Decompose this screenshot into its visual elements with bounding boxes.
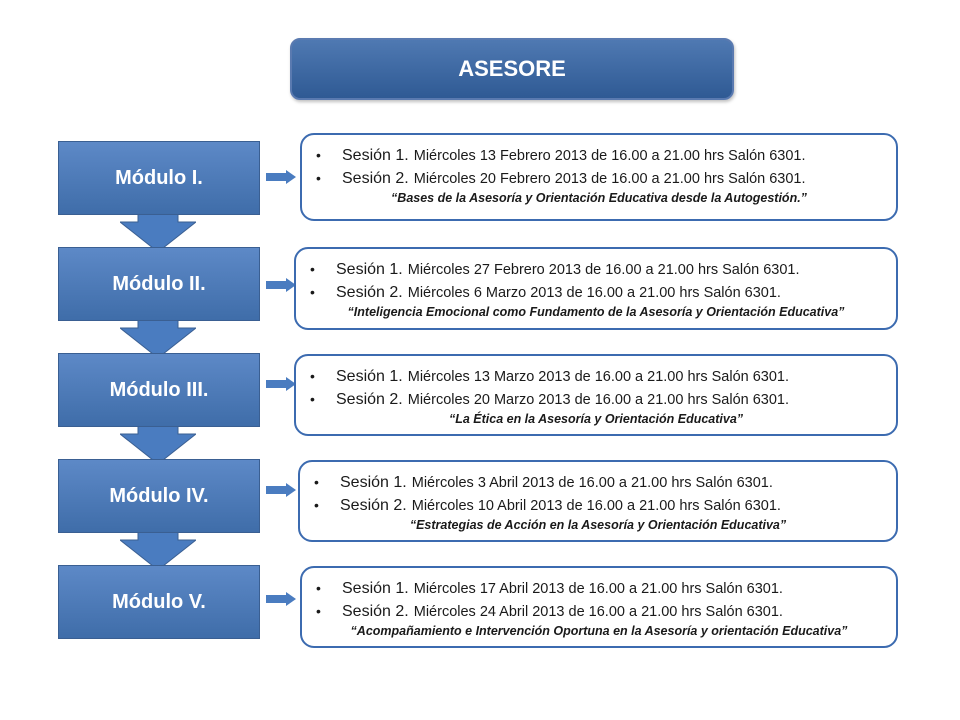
bullet-dot-icon: • (310, 391, 315, 407)
bullet-dot-icon: • (310, 284, 315, 300)
down-arrow-icon (120, 530, 196, 570)
right-arrow-icon (266, 592, 296, 606)
right-arrow-icon (266, 483, 296, 497)
bullet-dot-icon: • (314, 474, 319, 490)
session-item: • Sesión 2. Miércoles 20 Febrero 2013 de 16.00 a 21.00 hrs Salón 6301. (316, 167, 882, 190)
session-box-4 (298, 460, 898, 542)
session-item: • Sesión 2. Miércoles 10 Abril 2013 de 16.00 a 21.00 hrs Salón 6301. (314, 494, 882, 517)
right-arrow-icon (266, 278, 296, 292)
session-item: • Sesión 1. Miércoles 27 Febrero 2013 de 16.00 a 21.00 hrs Salón 6301. (310, 258, 882, 281)
session-item: • Sesión 2. Miércoles 20 Marzo 2013 de 16.00 a 21.00 hrs Salón 6301. (310, 388, 882, 411)
module-box-3: Módulo III. (58, 353, 260, 427)
bullet-dot-icon: • (316, 603, 321, 619)
diagram-title: ASESORE (290, 38, 734, 100)
down-arrow-icon (120, 318, 196, 358)
bullet-dot-icon: • (316, 147, 321, 163)
module-box-5: Módulo V. (58, 565, 260, 639)
session-item: • Sesión 2. Miércoles 6 Marzo 2013 de 16.00 a 21.00 hrs Salón 6301. (310, 281, 882, 304)
session-box-1 (300, 133, 898, 221)
bullet-dot-icon: • (310, 368, 315, 384)
session-item: • Sesión 1. Miércoles 3 Abril 2013 de 16.00 a 21.00 hrs Salón 6301. (314, 471, 882, 494)
module-box-1: Módulo I. (58, 141, 260, 215)
session-item: • Sesión 1. Miércoles 13 Febrero 2013 de 16.00 a 21.00 hrs Salón 6301. (316, 144, 882, 167)
module-theme: “Acompañamiento e Intervención Oportuna en la Asesoría y orientación Educativa” (350, 624, 848, 638)
bullet-dot-icon: • (310, 261, 315, 277)
down-arrow-icon (120, 424, 196, 464)
module-box-4: Módulo IV. (58, 459, 260, 533)
module-theme: “Estrategias de Acción en la Asesoría y Orientación Educativa” (409, 518, 787, 532)
bullet-dot-icon: • (316, 580, 321, 596)
session-item: • Sesión 1. Miércoles 13 Marzo 2013 de 16.00 a 21.00 hrs Salón 6301. (310, 365, 882, 388)
right-arrow-icon (266, 170, 296, 184)
module-theme: “Bases de la Asesoría y Orientación Educativa desde la Autogestión.” (391, 191, 807, 205)
session-item: • Sesión 2. Miércoles 24 Abril 2013 de 16.00 a 21.00 hrs Salón 6301. (316, 600, 882, 623)
session-box-2 (294, 247, 898, 330)
bullet-dot-icon: • (316, 170, 321, 186)
module-theme: “La Ética en la Asesoría y Orientación Educativa” (448, 412, 744, 426)
down-arrow-icon (120, 212, 196, 252)
module-box-2: Módulo II. (58, 247, 260, 321)
bullet-dot-icon: • (314, 497, 319, 513)
session-item: • Sesión 1. Miércoles 17 Abril 2013 de 16.00 a 21.00 hrs Salón 6301. (316, 577, 882, 600)
module-theme: “Inteligencia Emocional como Fundamento de la Asesoría y Orientación Educativa” (347, 305, 845, 319)
right-arrow-icon (266, 377, 296, 391)
session-box-5 (300, 566, 898, 648)
session-box-3 (294, 354, 898, 436)
